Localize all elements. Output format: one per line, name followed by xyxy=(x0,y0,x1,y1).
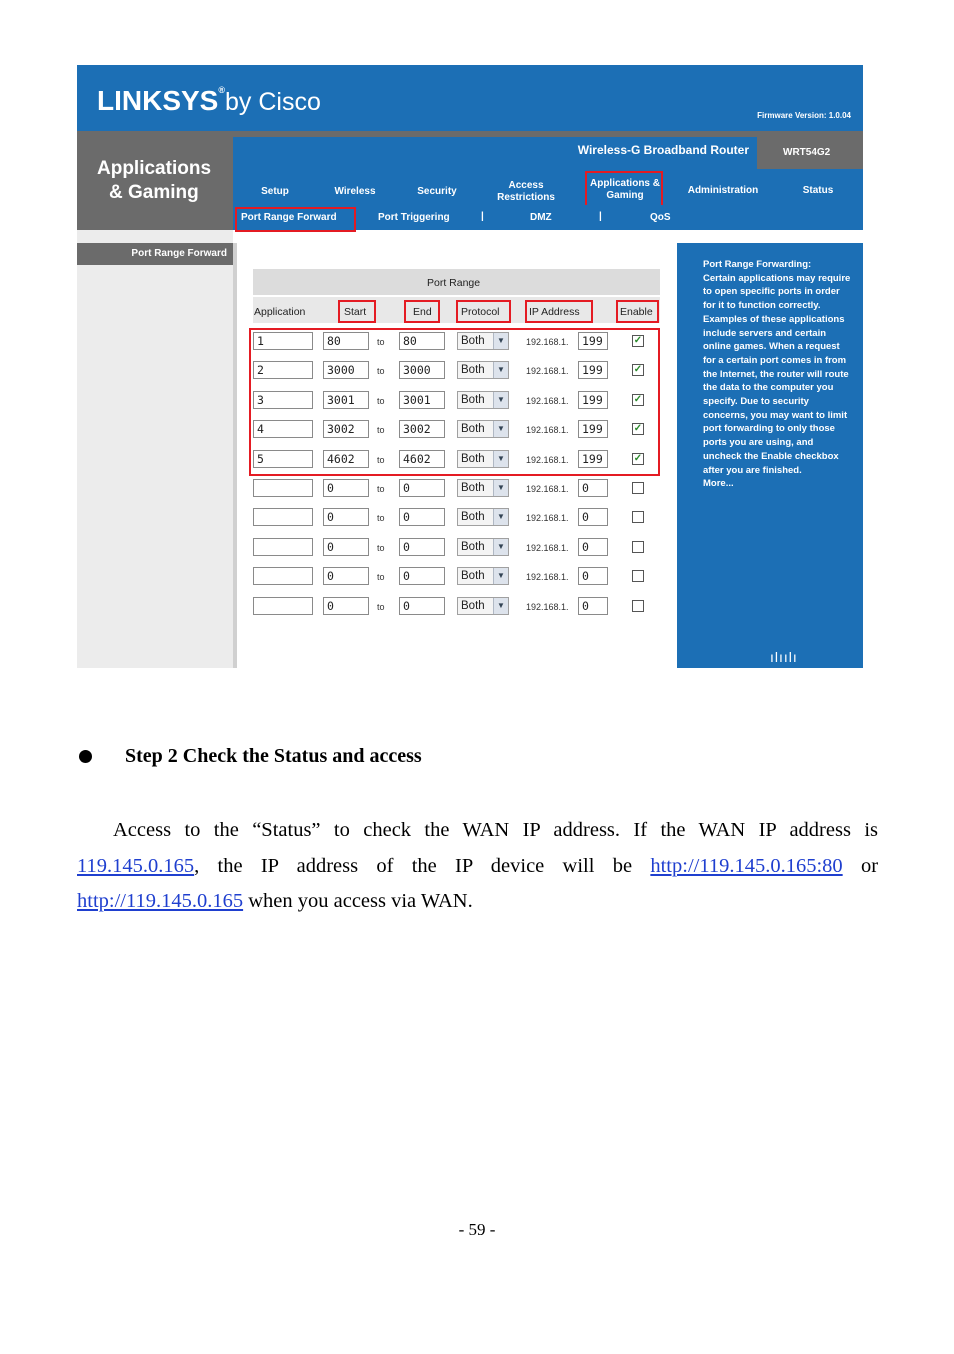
start-port-input[interactable]: 3000 xyxy=(323,361,369,379)
subtab-separator: | xyxy=(481,211,484,222)
tab-administration[interactable]: Administration xyxy=(687,185,759,196)
tab-security[interactable]: Security xyxy=(417,186,457,197)
protocol-select[interactable]: Both ▼ xyxy=(457,332,509,350)
ip-last-octet-input[interactable]: 0 xyxy=(578,538,608,556)
tab-access-restrictions[interactable]: Access Restrictions xyxy=(497,180,555,203)
highlight-applications-tab xyxy=(585,171,663,207)
help-line: concerns, you may want to limit xyxy=(703,409,848,421)
enable-checkbox[interactable]: ✓ xyxy=(633,394,643,405)
help-line: online games. When a request xyxy=(703,341,840,353)
chevron-down-icon: ▼ xyxy=(493,509,508,525)
ip-prefix: 192.168.1. xyxy=(526,572,569,582)
ip-prefix: 192.168.1. xyxy=(526,425,569,435)
end-port-input[interactable]: 0 xyxy=(399,479,445,497)
ip-last-octet-input[interactable]: 0 xyxy=(578,479,608,497)
highlight-configured-rows xyxy=(249,328,660,476)
help-line: for it to function correctly. xyxy=(703,300,821,312)
firmware-version: Firmware Version: 1.0.04 xyxy=(757,111,851,120)
col-start: Start xyxy=(344,306,367,318)
enable-checkbox[interactable] xyxy=(632,482,644,494)
to-label: to xyxy=(377,366,385,376)
application-name-input[interactable] xyxy=(253,597,313,615)
ip-last-octet-input[interactable]: 199 xyxy=(578,391,608,409)
application-name-input[interactable] xyxy=(253,538,313,556)
product-name: Wireless-G Broadband Router xyxy=(577,143,749,157)
ip-last-octet-input[interactable]: 0 xyxy=(578,508,608,526)
end-port-input[interactable]: 3001 xyxy=(399,391,445,409)
to-label: to xyxy=(377,396,385,406)
ip-prefix: 192.168.1. xyxy=(526,455,569,465)
port-range-header: Port Range xyxy=(427,277,481,289)
left-sub-label: Port Range Forward xyxy=(77,243,233,265)
help-line: to open specific ports in order xyxy=(703,286,840,298)
protocol-select[interactable]: Both ▼ xyxy=(457,567,509,585)
start-port-input[interactable]: 4602 xyxy=(323,450,369,468)
end-port-input[interactable]: 3000 xyxy=(399,361,445,379)
col-ip-address: IP Address xyxy=(529,306,580,318)
application-name-input[interactable]: 3 xyxy=(253,391,313,409)
enable-checkbox[interactable] xyxy=(632,570,644,582)
para-line: Access to the “Status” to check the WAN IP address. If the WAN IP address is xyxy=(113,819,878,841)
start-port-input[interactable]: 0 xyxy=(323,508,369,526)
tab-status[interactable]: Status xyxy=(802,185,834,196)
end-port-input[interactable]: 0 xyxy=(399,597,445,615)
ip-prefix: 192.168.1. xyxy=(526,513,569,523)
chevron-down-icon: ▼ xyxy=(493,539,508,555)
url-link[interactable]: http://119.145.0.165 xyxy=(77,890,244,912)
section-title: Applications & Gaming xyxy=(97,158,212,203)
end-port-input[interactable]: 4602 xyxy=(399,450,445,468)
help-text xyxy=(703,258,859,491)
enable-checkbox[interactable]: ✓ xyxy=(633,335,643,346)
col-end: End xyxy=(413,306,432,318)
ip-prefix: 192.168.1. xyxy=(526,396,569,406)
ip-prefix: 192.168.1. xyxy=(526,543,569,553)
to-label: to xyxy=(377,425,385,435)
help-line: the Internet, the router will route xyxy=(703,368,849,380)
ip-prefix: 192.168.1. xyxy=(526,337,569,347)
url-with-port-link[interactable]: http://119.145.0.165:80 xyxy=(650,854,843,877)
help-line: specify. Due to security xyxy=(703,396,809,408)
start-port-input[interactable]: 80 xyxy=(323,332,369,350)
col-protocol: Protocol xyxy=(461,306,500,318)
application-name-input[interactable] xyxy=(253,508,313,526)
end-port-input[interactable]: 3002 xyxy=(399,420,445,438)
to-label: to xyxy=(377,602,385,612)
end-port-input[interactable]: 80 xyxy=(399,332,445,350)
chevron-down-icon: ▼ xyxy=(493,362,508,378)
start-port-input[interactable]: 3002 xyxy=(323,420,369,438)
ip-last-octet-input[interactable]: 199 xyxy=(578,361,608,379)
protocol-select[interactable]: Both ▼ xyxy=(457,597,509,615)
col-application: Application xyxy=(254,306,306,318)
to-label: to xyxy=(377,337,385,347)
col-enable: Enable xyxy=(620,306,653,318)
protocol-select[interactable]: Both ▼ xyxy=(457,479,509,497)
start-port-input[interactable]: 0 xyxy=(323,479,369,497)
ip-prefix: 192.168.1. xyxy=(526,484,569,494)
chevron-down-icon: ▼ xyxy=(493,598,508,614)
highlight-port-range-forward xyxy=(235,207,356,232)
application-name-input[interactable]: 1 xyxy=(253,332,313,350)
help-line: ports you are using, and xyxy=(703,437,814,449)
start-port-input[interactable]: 0 xyxy=(323,567,369,585)
wan-ip-link[interactable]: 119.145.0.165 xyxy=(77,854,195,877)
to-label: to xyxy=(377,455,385,465)
linksys-logo: LINKSYS®by Cisco xyxy=(97,85,321,116)
help-line: Examples of these applications xyxy=(703,313,845,325)
help-line: after you are finished. xyxy=(703,464,802,476)
highlight-ip-address xyxy=(525,300,593,323)
application-name-input[interactable]: 4 xyxy=(253,420,313,438)
tab-applications-gaming[interactable]: Applications & Gaming xyxy=(589,178,660,201)
chevron-down-icon: ▼ xyxy=(493,392,508,408)
enable-checkbox[interactable]: ✓ xyxy=(633,423,643,434)
chevron-down-icon: ▼ xyxy=(493,421,508,437)
to-label: to xyxy=(377,513,385,523)
ip-prefix: 192.168.1. xyxy=(526,366,569,376)
chevron-down-icon: ▼ xyxy=(493,333,508,349)
start-port-input[interactable]: 0 xyxy=(323,538,369,556)
highlight-end xyxy=(404,300,440,323)
subtab-port-triggering[interactable]: Port Triggering xyxy=(378,212,450,223)
model-number: WRT54G2 xyxy=(757,137,863,169)
body-paragraph xyxy=(77,813,878,920)
help-line: include servers and certain xyxy=(703,327,827,339)
subtab-qos[interactable]: QoS xyxy=(650,212,671,223)
highlight-start xyxy=(338,300,376,323)
protocol-select[interactable]: Both ▼ xyxy=(457,391,509,409)
tab-wireless[interactable]: Wireless xyxy=(334,186,376,197)
ip-last-octet-input[interactable]: 0 xyxy=(578,567,608,585)
enable-checkbox[interactable] xyxy=(632,600,644,612)
enable-checkbox[interactable] xyxy=(632,541,644,553)
end-port-input[interactable]: 0 xyxy=(399,538,445,556)
start-port-input[interactable]: 0 xyxy=(323,597,369,615)
protocol-select[interactable]: Both ▼ xyxy=(457,508,509,526)
end-port-input[interactable]: 0 xyxy=(399,508,445,526)
enable-checkbox[interactable] xyxy=(632,511,644,523)
ip-last-octet-input[interactable]: 199 xyxy=(578,420,608,438)
application-name-input[interactable] xyxy=(253,567,313,585)
help-line: the data to the computer you xyxy=(703,382,834,394)
protocol-select[interactable]: Both ▼ xyxy=(457,420,509,438)
help-line: for a certain port comes in from xyxy=(703,354,847,366)
ip-last-octet-input[interactable]: 0 xyxy=(578,597,608,615)
para-line: 119.145.0.165, the IP address of the IP device will be http://119.145.0.165:80 or xyxy=(77,854,879,877)
help-line: port forwarding to only those xyxy=(703,423,835,435)
to-label: to xyxy=(377,543,385,553)
help-line: Certain applications may require xyxy=(703,272,851,284)
chevron-down-icon: ▼ xyxy=(493,480,508,496)
step-heading: Step 2 Check the Status and access xyxy=(125,745,422,767)
ip-prefix: 192.168.1. xyxy=(526,602,569,612)
application-name-input[interactable]: 2 xyxy=(253,361,313,379)
help-title: Port Range Forwarding: xyxy=(703,259,812,270)
highlight-enable xyxy=(616,300,659,323)
application-name-input[interactable]: 5 xyxy=(253,450,313,468)
cisco-logo: ılıılı xyxy=(770,649,798,665)
subtab-port-range-forward[interactable]: Port Range Forward xyxy=(241,212,337,223)
protocol-select[interactable]: Both ▼ xyxy=(457,538,509,556)
chevron-down-icon: ▼ xyxy=(493,451,508,467)
ip-last-octet-input[interactable]: 199 xyxy=(578,332,608,350)
end-port-input[interactable]: 0 xyxy=(399,567,445,585)
ip-last-octet-input[interactable]: 199 xyxy=(578,450,608,468)
subtab-separator: | xyxy=(599,211,602,222)
application-name-input[interactable] xyxy=(253,479,313,497)
highlight-protocol xyxy=(456,300,511,323)
bullet-icon xyxy=(79,750,92,763)
chevron-down-icon: ▼ xyxy=(493,568,508,584)
enable-checkbox[interactable]: ✓ xyxy=(633,453,643,464)
tab-setup[interactable]: Setup xyxy=(261,186,289,197)
enable-checkbox[interactable]: ✓ xyxy=(633,364,643,375)
help-line: uncheck the Enable checkbox xyxy=(703,450,839,462)
to-label: to xyxy=(377,484,385,494)
page-number: - 59 - xyxy=(458,1220,496,1239)
router-screenshot xyxy=(77,65,863,668)
protocol-select[interactable]: Both ▼ xyxy=(457,361,509,379)
subtab-dmz[interactable]: DMZ xyxy=(530,212,552,223)
to-label: to xyxy=(377,572,385,582)
protocol-select[interactable]: Both ▼ xyxy=(457,450,509,468)
start-port-input[interactable]: 3001 xyxy=(323,391,369,409)
more-link[interactable]: More... xyxy=(703,478,734,490)
para-line: http://119.145.0.165 when you access via WAN. xyxy=(77,890,473,912)
